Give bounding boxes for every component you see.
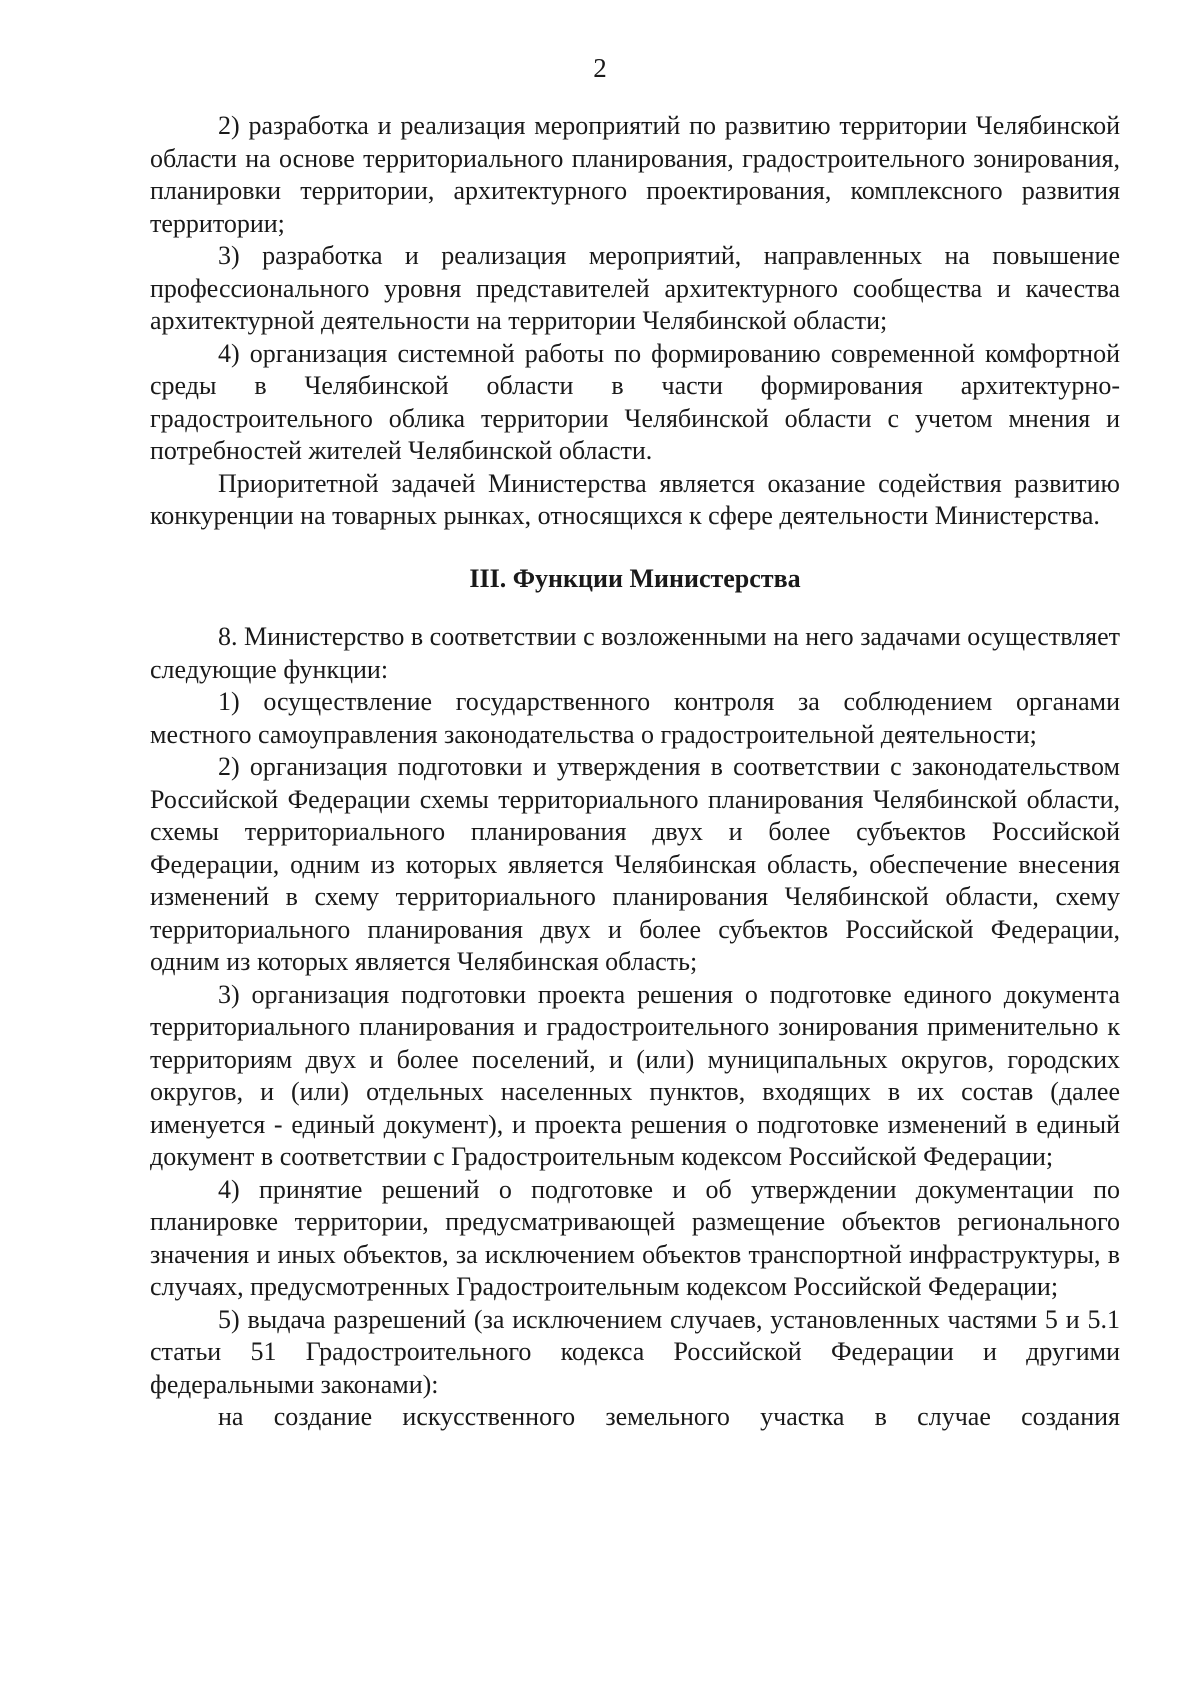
page-number: 2 bbox=[593, 53, 607, 83]
task-paragraph-3: 3) разработка и реализация мероприятий, направленных на повышение профессионального уровня представителей архитектурного сообщества и качества архитектурной деятельности на территории Челябинской области; bbox=[150, 241, 1120, 335]
function-paragraph-5: 5) выдача разрешений (за исключением случаев, установленных частями 5 и 5.1 статьи 51 Градостроительного кодекса Российской Федерации и другими федеральными законами): bbox=[150, 1304, 1120, 1399]
function-paragraph-3: 3) организация подготовки проекта решения о подготовке единого документа территориального планирования и градостроительного зонирования применительно к территориям двух и более поселений, и (или) муниципальных округов, городских округов, и (или) отдельных населенных пунктов, входящих в их состав (далее именуется - единый документ), и проекта решения о подготовке изменений в единый документ в соответствии с Градостроительным кодексом Российской Федерации; bbox=[150, 979, 1120, 1171]
function-paragraph-4: 4) принятие решений о подготовке и об утверждении документации по планировке территории, предусматривающей размещение объектов регионального значения и иных объектов, за исключением объектов транспортной инфраструктуры, в случаях, предусмотренных Градостроительным кодексом Российской Федерации; bbox=[150, 1174, 1120, 1301]
function-paragraph-1: 1) осуществление государственного контроля за соблюдением органами местного самоуправления законодательства о градостроительной деятельности; bbox=[150, 687, 1120, 749]
function-paragraph-2: 2) организация подготовки и утверждения в соответствии с законодательством Российской Федерации схемы территориального планирования Челябинской области, схемы территориального планирования двух и более субъектов Российской Федерации, одним из которых является Челябинская область, обеспечение внесения изменений в схему территориального планирования Челябинской области, схему территориального планирования двух и более субъектов Российской Федерации, одним из которых является Челябинская область; bbox=[150, 752, 1120, 976]
function-subparagraph-artificial-land: на создание искусственного земельного участка в случае создания bbox=[218, 1402, 1120, 1431]
task-paragraph-2: 2) разработка и реализация мероприятий по развитию территории Челябинской области на основе территориального планирования, градостроительного зонирования, планировки территории, архитектурного проектирования, комплексного развития территории; bbox=[150, 111, 1120, 238]
functions-intro-paragraph: 8. Министерство в соответствии с возложенными на него задачами осуществляет следующие функции: bbox=[150, 622, 1120, 684]
section-heading: III. Функции Министерства bbox=[469, 563, 801, 593]
document-body bbox=[150, 110, 1120, 1434]
priority-task-paragraph: Приоритетной задачей Министерства является оказание содействия развитию конкуренции на товарных рынках, относящихся к сфере деятельности Министерства. bbox=[150, 468, 1120, 530]
task-paragraph-4: 4) организация системной работы по формированию современной комфортной среды в Челябинской области в части формирования архитектурно-градостроительного облика территории Челябинской области с учетом мнения и потребностей жителей Челябинской области. bbox=[150, 338, 1120, 465]
